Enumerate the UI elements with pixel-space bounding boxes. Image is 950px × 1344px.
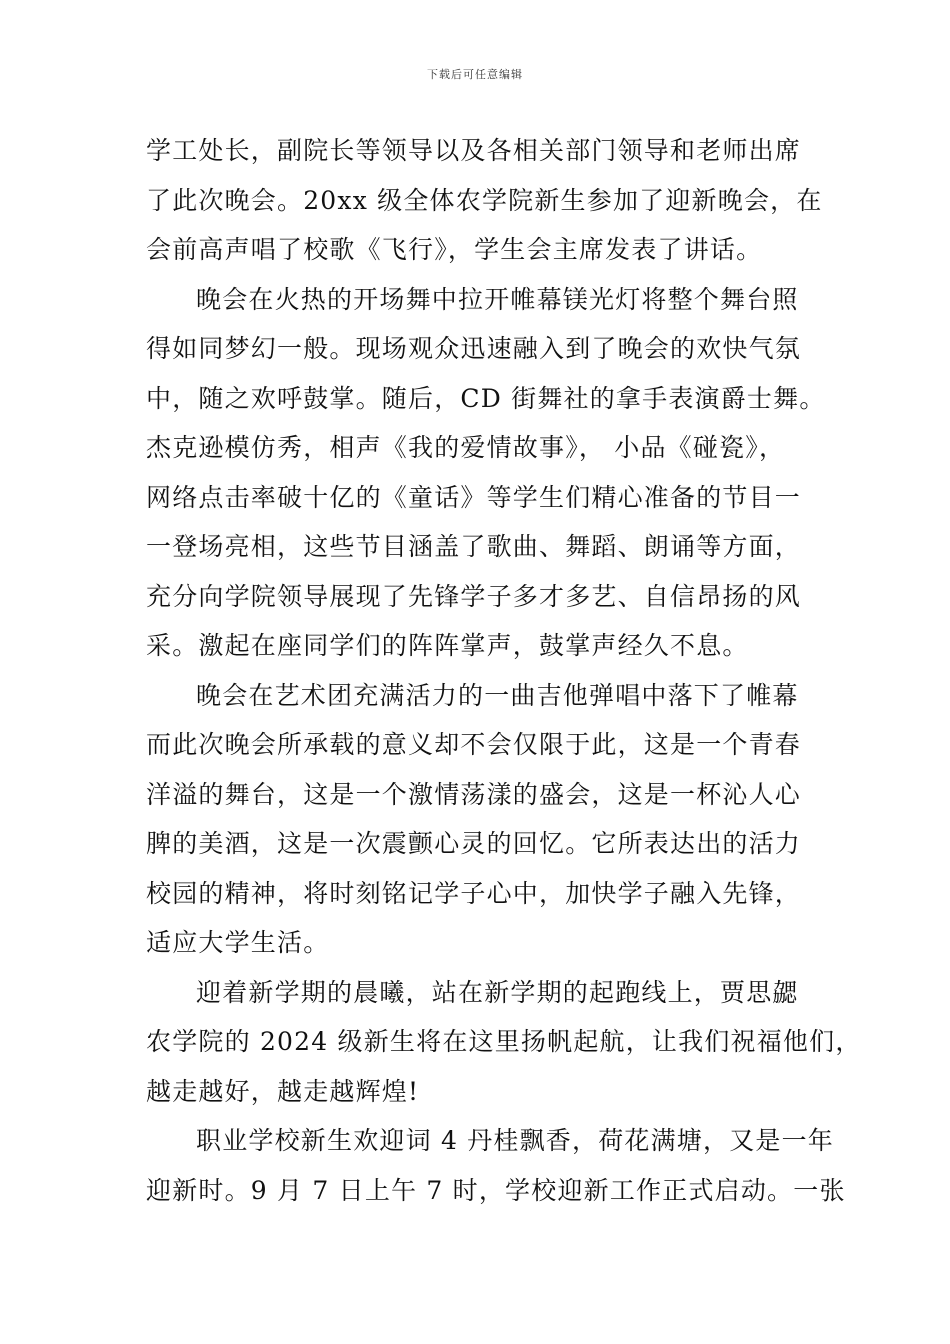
page-header-note: 下载后可任意编辑 [427,68,523,81]
text-line: 杰克逊模仿秀，相声《我的爱情故事》， 小品《碰瓷》， [146,433,786,462]
text-line: 洋溢的舞台，这是一个激情荡漾的盛会，这是一杯沁人心 [146,779,802,809]
text-line: 会前高声唱了校歌《飞行》，学生会主席发表了讲话。 [146,235,763,264]
text-line: 迎新时。9 月 7 日上午 7 时，学校迎新工作正式启动。一张 [146,1175,846,1205]
paragraph-first-line: 晚会在艺术团充满活力的一曲吉他弹唱中落下了帷幕 [196,680,799,710]
text-line: 中，随之欢呼鼓掌。随后，CD 街舞社的拿手表演爵士舞。 [146,383,826,413]
paragraph-first-line: 职业学校新生欢迎词 4 丹桂飘香，荷花满塘，又是一年 [196,1126,835,1155]
text-line: 农学院的 2024 级新生将在这里扬帆起航，让我们祝福他们， [146,1027,862,1056]
text-line: 越走越好，越走越辉煌! [146,1076,420,1106]
text-line: 学工处长，副院长等领导以及各相关部门领导和老师出席 [146,136,802,165]
paragraph-first-line: 迎着新学期的晨曦，站在新学期的起跑线上，贾思勰 [196,977,799,1007]
text-line: 而此次晚会所承载的意义却不会仅限于此，这是一个青春 [146,730,802,759]
text-line: 校园的精神，将时刻铭记学子心中，加快学子融入先锋， [146,878,802,908]
text-line: 适应大学生活。 [146,928,330,957]
text-line: 得如同梦幻一般。现场观众迅速融入到了晚会的欢快气氛 [146,334,802,363]
text-line: 了此次晚会。20xx 级全体农学院新生参加了迎新晚会，在 [146,185,823,215]
document-body [146,126,862,1215]
text-line: 采。激起在座同学们的阵阵掌声，鼓掌声经久不息。 [146,631,749,660]
text-line: 一登场亮相，这些节目涵盖了歌曲、舞蹈、朗诵等方面， [146,532,802,561]
text-line: 脾的美酒，这是一次震颤心灵的回忆。它所表达出的活力 [146,829,802,858]
paragraph-first-line: 晚会在火热的开场舞中拉开帷幕镁光灯将整个舞台照 [196,284,799,314]
text-line: 充分向学院领导展现了先锋学子多才多艺、自信昂扬的风 [146,581,802,611]
text-line: 网络点击率破十亿的《童话》等学生们精心准备的节目一 [146,482,802,512]
